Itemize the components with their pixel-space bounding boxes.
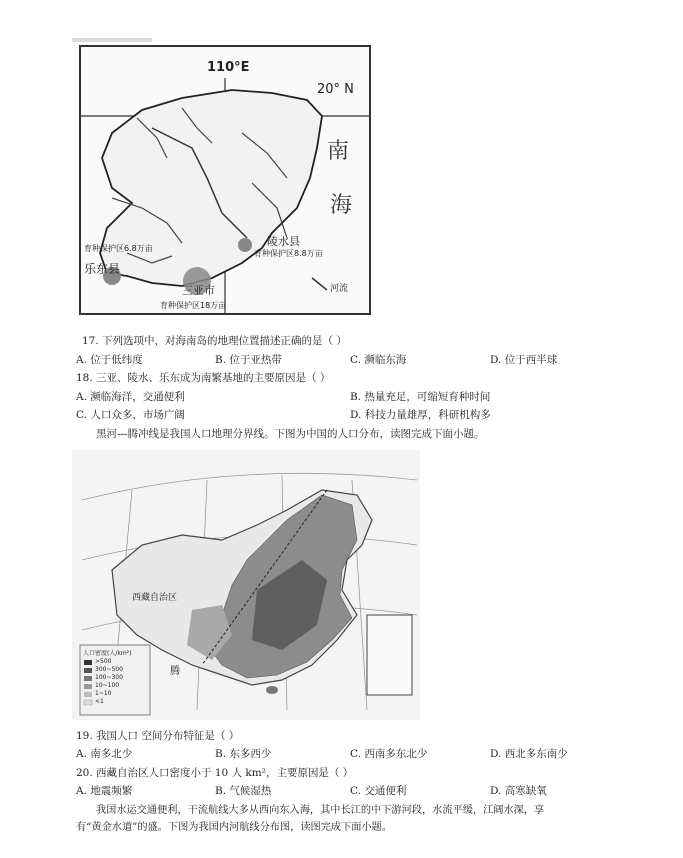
hainan-map [72, 38, 377, 320]
legend-item-2: 300~500 [95, 666, 123, 673]
tengchong-label: 腾 [170, 666, 180, 677]
legend-item-6: <1 [95, 698, 104, 705]
q18-stem: 18. 三亚、陵水、乐东成为南繁基地的主要原因是（ ） [76, 372, 331, 384]
sea-label-2: 海 [330, 193, 353, 218]
q18-option-d: D. 科技力量雄厚，科研机构多 [350, 409, 491, 421]
q17-stem: 17. 下列选项中，对海南岛的地理位置描述正确的是（ ） [82, 335, 347, 347]
river-legend-label: 河流 [330, 284, 349, 294]
ledong-area: 育种保护区6.8万亩 [84, 244, 153, 253]
q20-option-c: C. 交通便利 [350, 785, 407, 797]
china-map-svg [72, 450, 420, 720]
latitude-label: 20° N [317, 82, 354, 97]
lingshui-area: 育种保护区8.8万亩 [254, 249, 323, 258]
legend-swatch-1 [84, 660, 92, 665]
legend-swatch-3 [84, 676, 92, 681]
q19-option-c: C. 西南多东北少 [350, 748, 428, 760]
intro-waterway-line-1: 我国水运交通便利，干流航线大多从西向东入海，其中长江的中下游河段，水流平缓，江阔水深，享 [96, 805, 545, 816]
q19-option-a: A. 南多北少 [76, 748, 133, 760]
legend-swatch-6 [84, 700, 92, 705]
sanya-area: 育种保护区18万亩 [160, 301, 227, 310]
q19-option-b: B. 东多西少 [215, 748, 272, 760]
ledong-label: 乐东县 [84, 262, 121, 276]
q19-option-d: D. 西北多东南少 [490, 748, 568, 760]
longitude-label: 110°E [207, 60, 250, 75]
legend-item-5: 1~10 [95, 690, 112, 697]
hainan-island [266, 686, 278, 694]
china-population-map [72, 450, 420, 720]
q20-stem: 20. 西藏自治区人口密度小于 10 人 km²，主要原因是（ ） [76, 767, 354, 779]
legend-item-3: 100~300 [95, 674, 123, 681]
legend-item-4: 10~100 [95, 682, 120, 689]
lingshui-label: 陵水县 [267, 235, 300, 248]
hainan-map-svg [72, 38, 377, 320]
legend-swatch-2 [84, 668, 92, 673]
q20-option-d: D. 高寒缺氧 [490, 785, 547, 797]
q17-option-a: A. 位于低纬度 [76, 354, 143, 366]
legend-item-1: >500 [95, 658, 112, 665]
legend-title: 人口密度(人/km²) [83, 650, 132, 657]
lingshui-marker [238, 238, 252, 252]
q19-stem: 19. 我国人口 空间分布特征是（ ） [76, 730, 240, 742]
q20-option-b: B. 气候湿热 [215, 785, 272, 797]
sanya-label: 三亚市 [182, 284, 215, 297]
sea-label-1: 南 [327, 139, 350, 164]
q17-option-b: B. 位于亚热带 [215, 354, 282, 366]
q18-option-a: A. 濒临海洋，交通便利 [76, 391, 185, 403]
legend-swatch-4 [84, 684, 92, 689]
q18-option-c: C. 人口众多，市场广阔 [76, 409, 185, 421]
q18-option-b: B. 热量充足，可缩短育种时间 [350, 391, 491, 403]
q17-option-c: C. 濒临东海 [350, 354, 407, 366]
q17-option-d: D. 位于西半球 [490, 354, 558, 366]
legend-swatch-5 [84, 692, 92, 697]
q20-option-a: A. 地震频繁 [76, 785, 133, 797]
intro-population: 黑河—腾冲线是我国人口地理分界线。下图为中国的人口分布，读图完成下面小题。 [96, 428, 485, 440]
tibet-label: 西藏自治区 [132, 593, 178, 603]
south-china-sea-inset [367, 615, 412, 695]
intro-waterway-line-2: 有“黄金水道”的盛。下图为我国内河航线分布图，读图完成下面小题。 [76, 822, 393, 833]
